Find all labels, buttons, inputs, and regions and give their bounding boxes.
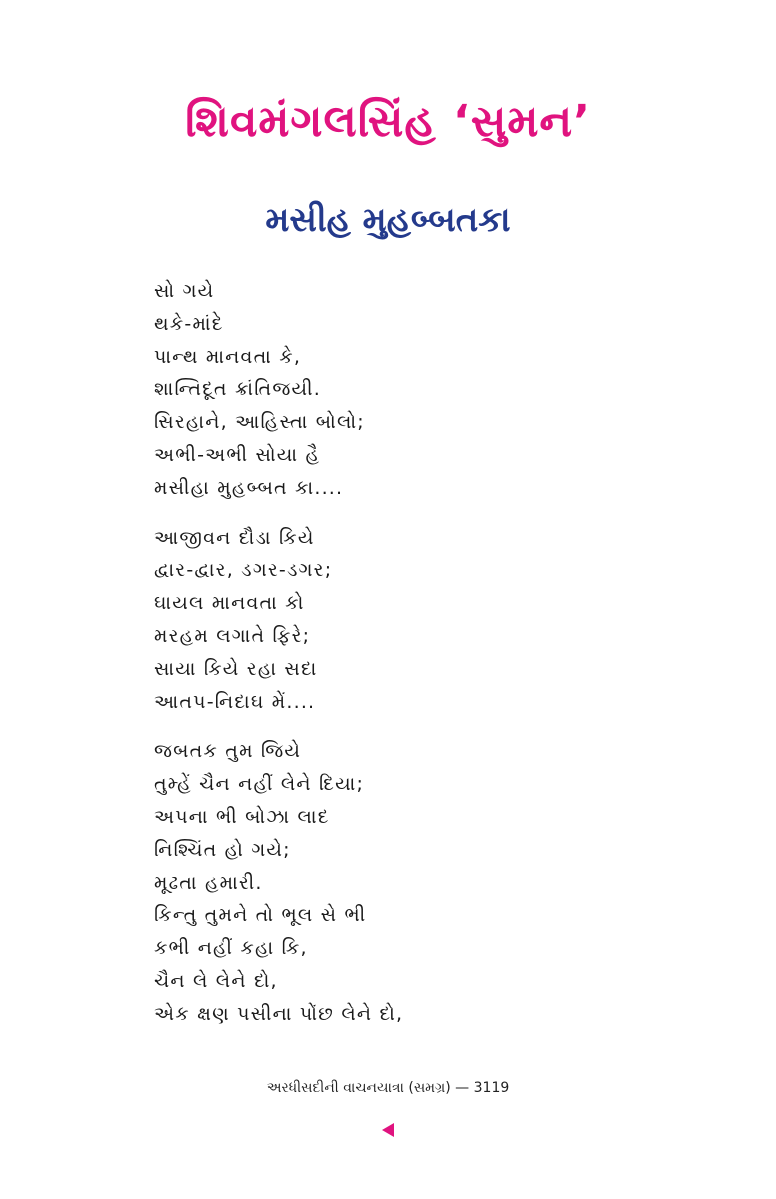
poem-line: કિન્તુ તુમને તો ભૂલ સે ભી [154,904,367,927]
poem-line: જબતક તુમ જિયે [154,740,302,763]
poem-line: સાયા કિયે રહા સદા [154,657,318,680]
poem-line: નિશ્ચિંત હો ગયે; [154,838,291,861]
poem-line: આતપ-નિદાઘ મેં.... [154,690,316,713]
stanza-2 [154,522,714,719]
poem-line: દ્વાર-દ્વાર, ડગર-ડગર; [154,559,333,582]
poem-line: થકે-માંદે [154,312,224,335]
poem-line: મૂઢતા હમારી. [154,871,263,894]
author-name: શિવમંગલસિંહ ‘સુમન’ [185,96,591,147]
poem-line: સિરહાને, આહિસ્તા બોલો; [154,411,365,434]
poem-title: મસીહ મુહબ્બતકા [265,200,511,240]
poem-line: મસીહા મુહબ્બત કા.... [154,476,344,499]
poem-line: ઘાયલ માનવતા કો [154,592,305,615]
poem-line: શાન્તિદૂત ક્રાંતિજયી. [154,378,321,401]
stanza-3 [154,735,714,1030]
page-footer: અરધીસદીની વાચનયાત્રા (સમગ્ર) — 3119 [266,1080,510,1096]
poem-line: મરહમ લગાતે ફિરે; [154,624,311,647]
poem-body [154,275,714,1048]
poem-line: આજીવન દૌડા કિયે [154,526,315,549]
poem-line: ચૈન લે લેને દો, [154,969,278,992]
poem-line: કભી નહીં કહા કિ, [154,937,308,960]
poem-line: તુમ્હેં ચૈન નહીં લેને દિયા; [154,773,365,796]
poem-line: અભી-અભી સોયા હૈ [154,443,321,466]
poem-line: સો ગયે [154,280,215,302]
poem-line: અપના ભી બોઝા લાદ [154,805,330,828]
stanza-1 [154,275,714,505]
left-triangle-icon[interactable] [381,1122,395,1138]
poem-line: પાન્થ માનવતા કે, [154,345,302,368]
poem-line: એક ક્ષણ પસીના પોંછ લેને દો, [154,1002,404,1025]
